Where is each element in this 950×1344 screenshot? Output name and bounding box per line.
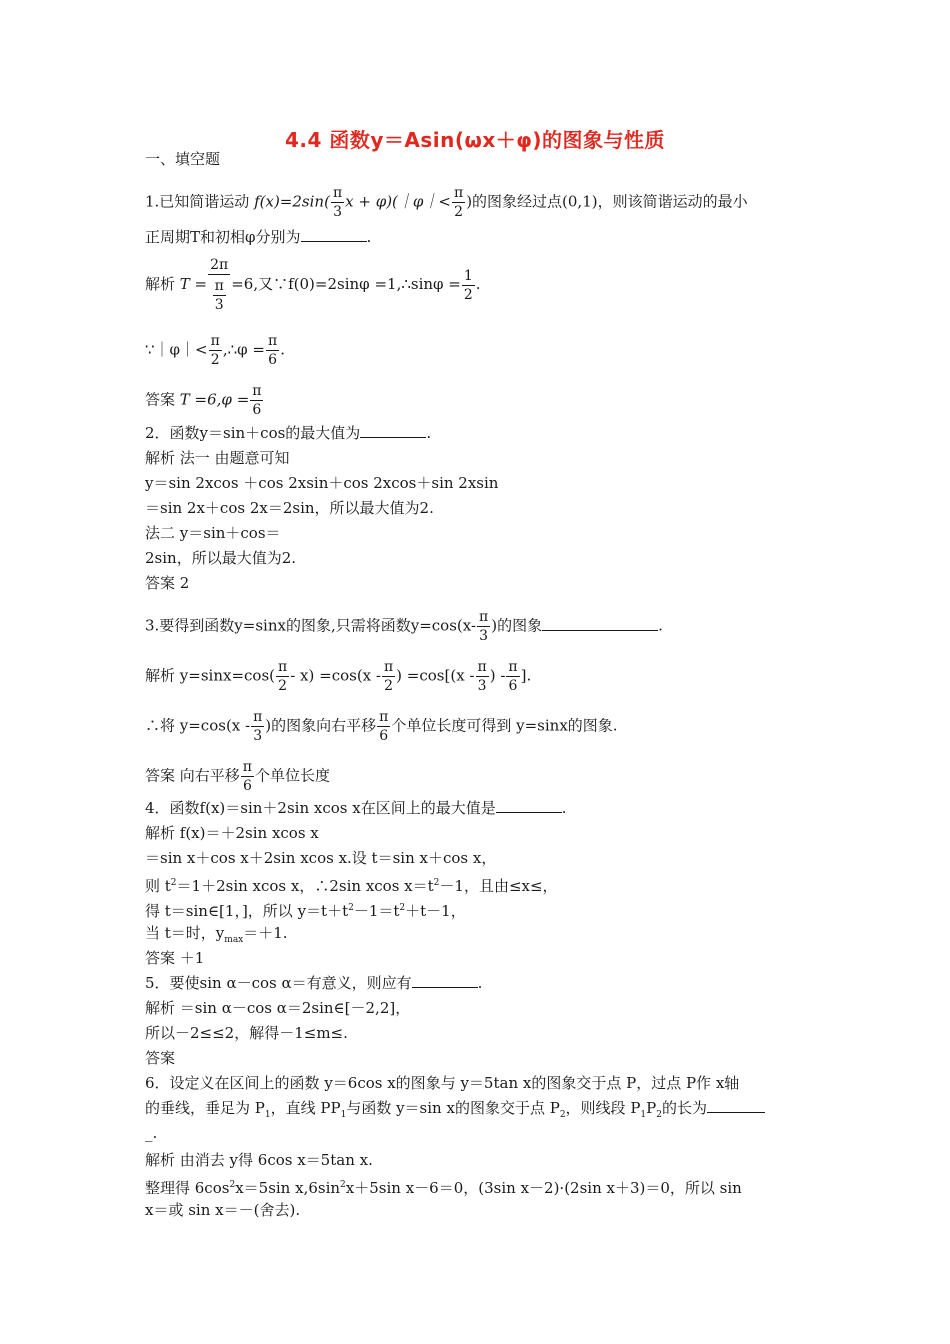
q5-line2: 解析 ＝sin α－cos α＝2sin∈[－2,2]， [145, 999, 411, 1017]
q3-frac-f: $\frac{\pi}{6}$ [379, 709, 389, 744]
section-heading: 一、填空题 [145, 150, 221, 168]
q5-line1: 5．要使sin α－cos α＝有意义，则应有 . [145, 974, 483, 992]
q1-line1 [145, 186, 810, 219]
q1-solution-label: 解析 [145, 275, 180, 293]
q5-line3: 所以－2≤≤2，解得－1≤m≤. [145, 1024, 348, 1042]
q4-line4: 则 $t^2=1+2\sin$ xcos x，∴2sin xcos $x=t^2-1$，且由≤x≤， [145, 877, 558, 895]
q1-answer-blank [301, 227, 367, 242]
q4-line1: 4．函数f(x)＝sin＋2sin xcos x在区间上的最大值是 . [145, 799, 567, 817]
q2-line6: 2sin，所以最大值为2. [145, 549, 297, 567]
q1-answer-label: 答案 [145, 390, 180, 409]
q4-answer-blank [496, 798, 562, 813]
q1-answer-frac: $\frac{\pi}{6}$ [252, 383, 262, 418]
q3-frac-d: $\frac{\pi}{6}$ [508, 659, 518, 694]
q4-line5: 得 t＝sin∈[1，]，所以 $y=t+t^2-1=t^2+t-1$， [145, 902, 466, 920]
q6-line2: 的垂线，垂足为 $P_1$，直线 $PP_1$与函数 y＝sin x的图象交于点 $P_2$，则线段 $P_1P_2$的长为 [145, 1097, 810, 1126]
q1-answer: 答案 T =6,φ = $\frac{\pi}{6}$ [145, 383, 262, 418]
q1-frac-pi-6: $\frac{\pi}{6}$ [267, 333, 278, 368]
q1-text-a: 1.已知简谐运动 [145, 192, 255, 211]
q2-line5: 法二 y＝sin＋cos＝ [145, 524, 281, 542]
q3-frac-b: $\frac{\pi}{2}$ [383, 659, 394, 694]
q6-line4: 解析 由消去 y得 6cos x＝5tan x. [145, 1151, 373, 1169]
q1-text-c: x + φ)(｜φ｜< [345, 192, 451, 211]
q6-line3: _. [145, 1124, 158, 1142]
q4-line3: ＝sin x＋cos x＋2sin xcos x.设 t＝sin x＋cos x， [145, 849, 497, 867]
q1-solution-line2: ∵｜φ｜< $\frac{\pi}{2}$ ,∴φ = $\frac{\pi}{6}$ . [145, 333, 285, 368]
q3-solution-line2: ∴将 y=cos(x - $\frac{\pi}{3}$ )的图象向右平移 $\frac{\pi}{6}$ 个单位长度可得到 y=sinx的图象. [145, 709, 618, 744]
q2-line3: y＝sin 2xcos ＋cos 2xsin＋cos 2xcos＋sin 2xsin [145, 474, 499, 492]
q2-answer: 答案 2 [145, 574, 190, 592]
q1-frac-half: $\frac{1}{2}$ [463, 267, 473, 303]
q3-frac-a: $\frac{\pi}{2}$ [278, 659, 288, 694]
q6-answer-blank [707, 1098, 765, 1113]
q3-frac-pi-3: $\frac{\pi}{3}$ [479, 609, 489, 644]
q3-solution-label: 解析 [145, 666, 180, 685]
q3-answer-blank [542, 616, 658, 631]
q1-frac-pi-2: $\frac{\pi}{2}$ [453, 185, 464, 220]
q4-line2: 解析 f(x)＝＋2sin xcos x [145, 824, 319, 842]
q3-frac-e: $\frac{\pi}{3}$ [253, 709, 263, 744]
q2-line1: 2．函数y＝sin＋cos的最大值为 . [145, 424, 432, 442]
q1-frac-pi-2b: $\frac{\pi}{2}$ [210, 333, 220, 368]
q3-line1: 3.要得到函数y=sinx的图象,只需将函数y=cos(x- $\frac{\pi}{3}$ )的图象 . [145, 609, 663, 644]
q4-line6: 当 t＝时，$y_{max}=+1$. [145, 924, 288, 945]
q1-line2: 正周期T和初相φ分别为 . [145, 228, 372, 246]
q3-answer: 答案 向右平移 $\frac{\pi}{6}$ 个单位长度 [145, 759, 331, 794]
q1-text-b: f(x)=2sin( [254, 192, 330, 211]
q2-line2: 解析 法一 由题意可知 [145, 449, 290, 467]
q4-answer: 答案 ＋1 [145, 949, 205, 967]
q3-answer-frac: $\frac{\pi}{6}$ [242, 759, 252, 794]
page-title: 4.4 函数y＝Asin(ωx＋φ)的图象与性质 [284, 128, 666, 152]
q3-solution-line1: 解析 y=sinx=cos( $\frac{\pi}{2}$ - x) =cos(x - $\frac{\pi}{2}$ ) =cos[(x - $\frac{\pi}{3}$ ) - $\frac{\pi}{6}$ ]. [145, 659, 532, 694]
q1-solution-line1: 解析 T = $\frac{2\pi}{\frac{\pi}{3}}$ =6,又∵f(0)=2sinφ =1,∴sinφ = $\frac{1}{2}$ . [145, 257, 481, 313]
q5-answer-blank [412, 973, 478, 988]
q1-text-e: 正周期T和初相φ分别为 [145, 228, 301, 246]
q1-frac-pi-3: $\frac{\pi}{3}$ [332, 185, 343, 220]
q2-line4: ＝sin 2x＋cos 2x＝2sin，所以最大值为2. [145, 499, 434, 517]
q3-frac-c: $\frac{\pi}{3}$ [477, 659, 487, 694]
q1-text-d: )的图象经过点(0,1)，则该简谐运动的最小 [466, 192, 748, 211]
q6-line5: 整理得 $6\cos^2x=5\sin$ $x,6\sin^2x+5\sin$ x－6＝0，(3sin x－2)·(2sin x＋3)＝0，所以 sin [145, 1179, 742, 1197]
q6-line1: 6．设定义在区间上的函数 y＝6cos x的图象与 y＝5tan x的图象交于点 P，过点 P作 x轴 [145, 1074, 740, 1092]
q1-frac-period: $\frac{2\pi}{\frac{\pi}{3}}$ [210, 257, 229, 313]
q6-line6: x＝或 sin x＝－(舍去). [145, 1201, 301, 1219]
q2-answer-blank [360, 423, 426, 438]
q3-answer-label: 答案 [145, 766, 180, 785]
q5-answer: 答案 [145, 1049, 176, 1067]
